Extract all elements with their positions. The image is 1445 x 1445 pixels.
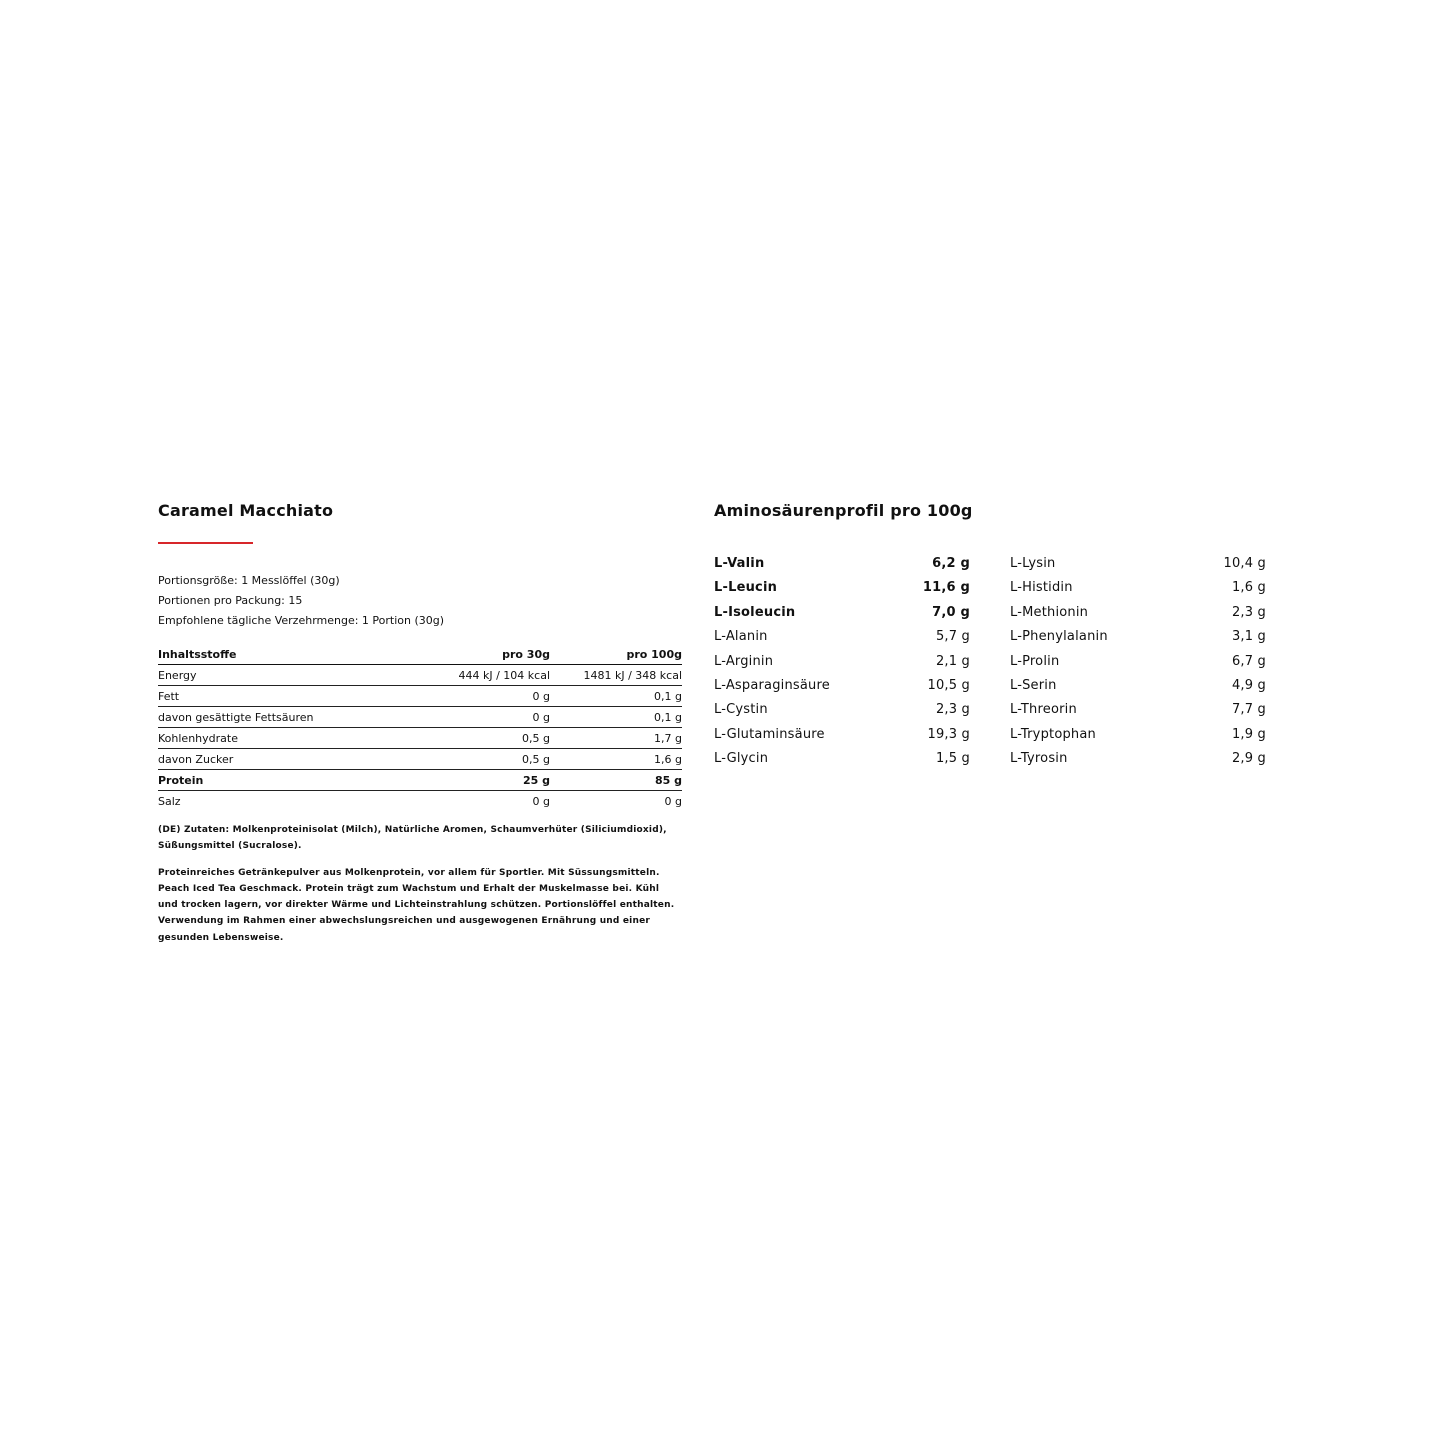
amino-value: 1,6 g xyxy=(1231,580,1266,596)
amino-name: L-Arginin xyxy=(714,653,774,669)
value-per-30g: 0,5 g xyxy=(418,728,550,749)
amino-name: L-Glutaminsäure xyxy=(714,726,825,742)
amino-name: L-Histidin xyxy=(1010,580,1073,596)
amino-row xyxy=(1010,650,1266,674)
amino-value: 7,0 g xyxy=(932,604,970,620)
value-per-100g: 1481 kJ / 348 kcal xyxy=(550,665,682,686)
amino-row xyxy=(714,601,970,625)
amino-name: L-Lysin xyxy=(1010,556,1056,571)
amino-name: L-Cystin xyxy=(714,702,768,718)
amino-value: 6,2 g xyxy=(932,556,970,571)
header-per-30g: pro 30g xyxy=(418,645,550,665)
amino-row xyxy=(714,698,970,722)
nutrition-header-row xyxy=(158,645,682,665)
value-per-30g: 25 g xyxy=(418,770,550,791)
nutrition-rows xyxy=(158,665,682,812)
nutrition-row xyxy=(158,791,682,812)
amino-name: L-Phenylalanin xyxy=(1010,629,1108,645)
amino-value: 3,1 g xyxy=(1231,629,1266,645)
nutrient-name: davon gesättigte Fettsäuren xyxy=(158,707,418,728)
amino-value: 6,7 g xyxy=(1231,653,1266,669)
amino-row xyxy=(714,576,970,600)
value-per-100g: 0 g xyxy=(664,794,682,808)
amino-row xyxy=(1010,747,1266,771)
amino-name: L-Threorin xyxy=(1010,702,1077,718)
amino-row xyxy=(714,723,970,747)
amino-value: 1,9 g xyxy=(1231,726,1266,742)
value-per-100g: 0,1 g xyxy=(550,686,682,707)
amino-name: L-Methionin xyxy=(1010,604,1089,620)
amino-section xyxy=(714,500,1274,772)
amino-row xyxy=(1010,674,1266,698)
amino-name: L-Serin xyxy=(1010,677,1057,693)
value-per-100g: 85 g xyxy=(550,770,682,791)
nutrient-name: Kohlenhydrate xyxy=(158,728,418,749)
nutrition-row xyxy=(158,707,682,728)
amino-name: L-Tryptophan xyxy=(1010,726,1096,742)
nutrition-row xyxy=(158,728,682,749)
nutrition-row xyxy=(158,665,682,686)
amino-value: 2,3 g xyxy=(1231,604,1266,620)
servings-per-pack: Portionen pro Packung: 15 xyxy=(158,594,303,607)
nutrition-section xyxy=(158,500,682,955)
description-text: Proteinreiches Getränkepulver aus Molkenprotein, vor allem für Sportler. Mit Süssungsmitteln. Peach Iced Tea Geschmack. Protein trägt zum Wachstum und Erhalt der Muskelmasse bei. Kühl und trocken lagern, vor direkter Wärme und Lichteinstrahlung schützen. Portionslöffel enthalten. Verwendung im Rahmen einer abwechslungsreichen und ausgewogenen Ernährung und einer gesunden Lebensweise. xyxy=(158,867,675,943)
amino-column-left xyxy=(714,552,970,772)
serving-info xyxy=(158,571,682,631)
value-per-100g: 1,6 g xyxy=(550,749,682,770)
amino-row xyxy=(714,650,970,674)
amino-title: Aminosäurenprofil pro 100g xyxy=(714,501,973,520)
amino-name: L-Tyrosin xyxy=(1010,751,1068,767)
amino-value: 10,4 g xyxy=(1223,556,1266,571)
title-accent-line xyxy=(158,542,253,544)
amino-name: L-Alanin xyxy=(714,629,768,645)
nutrition-row xyxy=(158,749,682,770)
amino-row xyxy=(1010,625,1266,649)
nutrient-name: Energy xyxy=(158,665,418,686)
amino-row xyxy=(714,552,970,576)
amino-name: L-Asparaginsäure xyxy=(714,677,830,693)
amino-row xyxy=(1010,552,1266,576)
serving-size: Portionsgröße: 1 Messlöffel (30g) xyxy=(158,574,340,587)
value-per-30g: 0,5 g xyxy=(418,749,550,770)
amino-row xyxy=(1010,698,1266,722)
nutrient-name: Protein xyxy=(158,770,418,791)
nutrition-row xyxy=(158,770,682,791)
amino-value: 5,7 g xyxy=(935,629,970,645)
amino-value: 2,9 g xyxy=(1231,751,1266,767)
nutrition-table xyxy=(158,645,682,811)
value-per-30g: 444 kJ / 104 kcal xyxy=(418,665,550,686)
amino-value: 4,9 g xyxy=(1231,677,1266,693)
nutrition-row xyxy=(158,686,682,707)
amino-row xyxy=(1010,601,1266,625)
header-per-100g: pro 100g xyxy=(550,645,682,665)
amino-value: 11,6 g xyxy=(922,580,970,596)
nutrient-name: davon Zucker xyxy=(158,749,418,770)
amino-value: 2,3 g xyxy=(935,702,970,718)
nutrient-name: Fett xyxy=(158,686,418,707)
value-per-30g: 0 g xyxy=(532,794,550,808)
amino-value: 19,3 g xyxy=(927,726,970,742)
ingredients-text: (DE) Zutaten: Molkenproteinisolat (Milch), Natürliche Aromen, Schaumverhüter (Siliciumdioxid), Süßungsmittel (Sucralose). xyxy=(158,825,667,852)
amino-value: 1,5 g xyxy=(935,751,970,767)
amino-value: 7,7 g xyxy=(1231,702,1266,718)
amino-name: L-Glycin xyxy=(714,751,769,767)
amino-row xyxy=(714,625,970,649)
amino-row xyxy=(714,747,970,771)
product-title: Caramel Macchiato xyxy=(158,501,334,520)
amino-column-right xyxy=(1010,552,1266,772)
value-per-100g: 1,7 g xyxy=(550,728,682,749)
amino-row xyxy=(1010,576,1266,600)
recommended-intake: Empfohlene tägliche Verzehrmenge: 1 Portion (30g) xyxy=(158,614,445,627)
value-per-30g: 0 g xyxy=(418,686,550,707)
amino-grid xyxy=(714,552,1274,772)
header-ingredients: Inhaltsstoffe xyxy=(158,645,418,665)
amino-row xyxy=(1010,723,1266,747)
value-per-100g: 0,1 g xyxy=(550,707,682,728)
amino-name: L-Leucin xyxy=(714,580,778,596)
amino-name: L-Isoleucin xyxy=(714,604,796,620)
amino-row xyxy=(714,674,970,698)
nutrient-name: Salz xyxy=(158,794,181,808)
amino-value: 2,1 g xyxy=(935,653,970,669)
value-per-30g: 0 g xyxy=(418,707,550,728)
amino-value: 10,5 g xyxy=(927,677,970,693)
amino-name: L-Prolin xyxy=(1010,653,1060,669)
amino-name: L-Valin xyxy=(714,556,765,571)
